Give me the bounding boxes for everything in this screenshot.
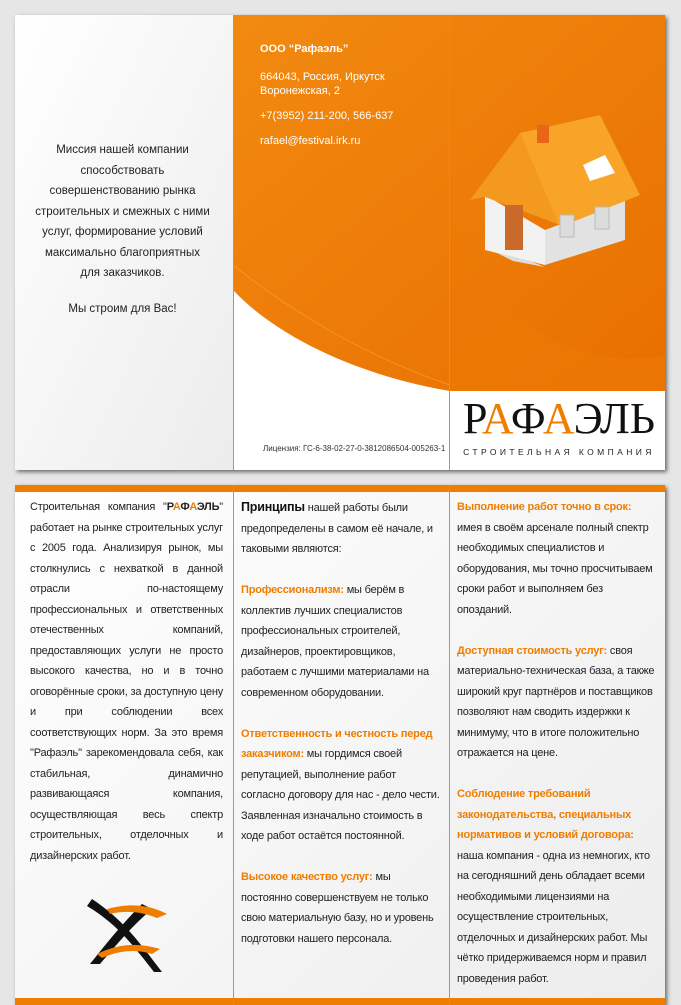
address-line2: Воронежская, 2 [260,85,340,97]
address-line1: 664043, Россия, Иркутск [260,71,385,83]
principle-item: Ответственность и честность перед заказчиком: мы гордимся своей репутацией, выполнение работ согласно договору для нас - дело чести. Заявленная изначально стоимость в ходе работ остаётся постоянной. [241,727,440,842]
phone: +7(3952) 211-200, 566-637 [260,110,394,122]
intro-paragraph: Строительная компания "РАФАЭЛЬ" работает на рынке строительных услуг с 2005 года. Анализируя рынок, мы столкнулись с нехваткой в данной отрасли по-настоящему профессиональных и ответственных отечественных компаний, предоставляющих услуги не просто высокого качества, но и в точно оговорённые сроки, за доступную цену и при соблюдении всех соответствующих норм. За это время "Рафаэль" зарекомендовала себя, как стабильная, динамично развивающаяся компания, осуществляющая весь спектр строительных, отделочных и дизайнерских работ. [30,501,223,862]
top-accent-bar [15,485,665,492]
logo-letter: А [172,501,181,513]
principles-column-1 [233,497,449,989]
intro-column [15,497,233,989]
logo-letter: Ф [180,501,190,513]
logo-letter: Л [599,394,630,443]
company-name: ООО “Рафаэль” [260,43,349,55]
logo-letter: А [542,394,574,443]
logo-letter: Э [196,501,205,513]
principle-item: Соблюдение требований законодательства, специальных нормативов и условий договора: наша компания - одна из немногих, кто на сегодняшний день обладает всеми необходимыми лицензиями на осуществление строительных, отделочных и дизайнерских работ. Мы чётко придерживаемся норм и правил проведения работ. [457,788,650,985]
principle-item: Доступная стоимость услуг: своя материально-техническая база, а также широкий круг партнёров и поставщиков позволяют нам сводить издержки к минимуму, что в итоге положительно отражается на цене. [457,644,655,759]
mission-statement: Миссия нашей компании способствовать совершенствованию рынка строительных и смежных с ними услуг, формирование условий максимально благоприятных для заказчиков. [35,144,210,279]
brochure-inside [15,485,665,1005]
company-logo [453,395,665,457]
logo-letter: Р [463,394,482,443]
company-emblem-icon [82,894,172,974]
logo-letter: А [481,394,511,443]
logo-letter: Ь [629,394,655,443]
logo-subtitle: СТРОИТЕЛЬНАЯ КОМПАНИЯ [463,447,655,457]
license-number: Лицензия: ГС-6-38-02-27-0-3812086504-005263-1 [263,444,446,453]
brochure-cover [15,15,665,470]
logo-letter: Ь [211,501,220,513]
logo-letter: А [189,501,197,513]
address [260,70,393,98]
logo-letter: Л [204,501,212,513]
logo-wordmark [453,395,665,443]
principles-column-2 [449,497,665,989]
principles-intro: Принципы нашей работы были предопределены в самом её начале, и таковыми являются: [241,500,433,555]
brand-name [167,501,220,513]
logo-letter: Ф [510,394,543,443]
principle-item: Высокое качество услуг: мы постоянно совершенствуем не только свою материальную базу, но и уровень подготовки нашего персонала. [241,871,434,945]
principle-item: Профессионализм: мы берём в коллектив лучших специалистов профессиональных строителей, дизайнеров, проектировщиков, работаем с лучшими материалами на современном оборудовании. [241,584,429,699]
logo-letter: Р [166,501,173,513]
principle-item: Выполнение работ точно в срок: имея в своём арсенале полный спектр необходимых специалистов и оборудования, мы точно просчитываем сроки работ и выполняем без опозданий. [457,501,653,616]
bottom-accent-bar [15,998,665,1005]
slogan: Мы строим для Вас! [68,303,177,315]
contact-block [260,42,393,159]
email-link[interactable]: rafael@festival.irk.ru [260,135,361,147]
logo-letter: Э [573,394,600,443]
